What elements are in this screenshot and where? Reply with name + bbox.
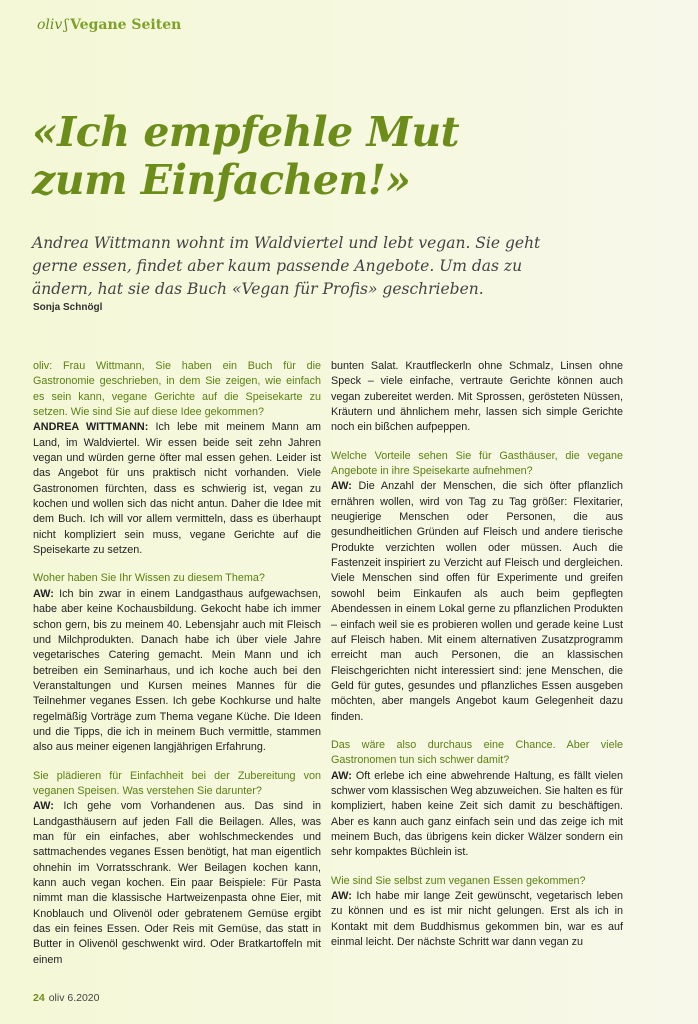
article-title (32, 108, 592, 204)
right-column (331, 359, 623, 950)
title-line-2: zum Einfachen!» (32, 156, 411, 204)
section-name: Vegane Seiten (70, 17, 182, 33)
answer-3-continued: bunten Salat. Krautfleckerln ohne Schmalz, Linsen ohne Speck – viele einfache, vertraute Gerichte können auch vegan zubereitet werden. Mit Sprossen, gerösteten Nüssen, Kräutern und ähnlichem mehr, lassen sich simple Gerichte noch ein bißchen aufpeppen. (331, 360, 623, 434)
answer-3 (33, 799, 321, 968)
answer-1-text: Ich lebe mit meinem Mann am Land, im Waldviertel. Wir essen beide seit zehn Jahren vegan und würden gerne öfter mal essen gehen. Leider ist das Angebot für uns praktisch nicht vorhanden. Viele Gastronomen fürchten, dass es schwierig ist, vegan zu kochen und wollen sich das nicht antun. Daher die Idee mit dem Buch. Ich will vor allem vermitteln, dass es überhaupt nicht kompliziert sein muss, vegane Gerichte auf die Speisekarte zu setzen. (33, 421, 321, 557)
answer-3-text: Ich gehe vom Vorhandenen aus. Das sind in Landgasthäusern auf jeden Fall die Beilagen. Alles, was man für ein einfaches, aber wohlschmeckendes und sattmachendes veganes Essen benötigt, hat man eigentlich ohnehin im Vorratsschrank. Wer Beilagen kochen kann, kann auch vegan kochen. Ein paar Beispiele: Für Pasta nimmt man die klassische Hartweizenpasta ohne Eier, mit Knoblauch und Olivenöl oder gebratenem Gemüse ergibt das ein feines Essen. Oder Reis mit Gemüse, das statt in Butter in Olivenöl geschwenkt wird. Oder Bratkartoffeln mit einem (33, 800, 321, 966)
answer-6-speaker: AW: (331, 890, 352, 902)
article-lead: Andrea Wittmann wohnt im Waldviertel und lebt vegan. Sie geht gerne essen, findet aber kaum passende Angebote. Um das zu ändern, hat sie das Buch «Vegan für Profis» geschrieben. (32, 234, 541, 298)
page-number: 24 (33, 992, 45, 1004)
answer-6-text: Ich habe mir lange Zeit gewünscht, vegetarisch leben zu können und es ist mir nicht gelungen. Erst als ich in Kontakt mit dem Buddhismus gekommen bin, war es auf einmal leicht. Der nächste Schritt war dann vegan zu (331, 890, 623, 949)
issue-label: oliv 6.2020 (48, 992, 100, 1004)
answer-5-text: Oft erlebe ich eine abwehrende Haltung, es fällt vielen schwer vom klassischen Weg abzuweichen. Sie halten es für kompliziert, haben keine Zeit sich damit zu beschäftigen. Aber es kann auch ganz einfach sein und das zeige ich mit meinem Buch, das übrigens kein dicker Wälzer sondern ein sehr kompaktes Büchlein ist. (331, 769, 623, 859)
question-3: Sie plädieren für Einfachheit bei der Zubereitung von veganen Speisen. Was verstehen Sie darunter? (33, 769, 321, 797)
magazine-brand: oliv (37, 17, 63, 33)
answer-2-speaker: AW: (33, 587, 54, 600)
answer-5-speaker: AW: (331, 769, 352, 782)
answer-3-speaker: AW: (33, 800, 54, 813)
page-footer (33, 992, 99, 1004)
answer-1-speaker: ANDREA WITTMANN: (33, 421, 149, 434)
question-5: Das wäre also durchaus eine Chance. Aber viele Gastronomen tun sich schwer damit? (331, 738, 623, 767)
title-line-1: «Ich empfehle Mut (32, 108, 460, 156)
question-1: oliv: Frau Wittmann, Sie haben ein Buch für die Gastronomie geschrieben, in dem Sie zeigen, wie einfach es sein kann, vegane Gerichte auf die Speisekarte zu setzen. Wie sind Sie auf diese Idee gekommen? (33, 360, 321, 419)
answer-5 (331, 769, 623, 861)
left-column (33, 359, 321, 968)
question-6: Wie sind Sie selbst zum veganen Essen gekommen? (331, 874, 586, 887)
answer-4-text: Die Anzahl der Menschen, die sich öfter pflanzlich ernähren wollen, wird von Tag zu Tag größer: Flexitarier, neugierige Menschen oder Personen, die aus gesundheitlichen Gründen auf Fleisch und andere tierische Produkte verzichten wollen oder müssen. Auch die Fastenzeit inspiriert zu Verzicht auf Fleisch und dergleichen. Viele Menschen sind offen für Experimente und greifen sowohl beim Einkaufen als auch beim gepflegten Abendessen in einem Lokal gerne zu pflanzlichen Produkten – einfach weil sie es probieren wollen und gerade keine Lust auf Fleisch haben. Mit einem alternativen Zusatzprogramm erreicht man auch Personen, die an klassischen Fleischgerichten nicht interessiert sind: jene Menschen, die Geld für gutes, gesundes und pflanzliches Essen ausgeben möchten, aber mangels Angebot kaum Gelegenheit dazu finden. (331, 480, 623, 723)
answer-1 (33, 420, 321, 558)
question-4: Welche Vorteile sehen Sie für Gasthäuser, die vegane Angebote in ihre Speisekarte aufnehmen? (331, 449, 623, 478)
answer-2-text: Ich bin zwar in einem Landgasthaus aufgewachsen, habe aber keine Kochausbildung. Gekocht habe ich immer schon gern, bis zu meinem 40. Lebensjahr auch mit Fleisch und Milchprodukten. Danach habe ich über viele Jahre vegetarisches Catering gemacht. Mein Mann und ich betreiben ein Seminarhaus, und ich koche auch bei den Veranstaltungen und Kursen meines Mannes für die Teilnehmer veganes Essen. Ich gebe Kochkurse und halte regelmäßig Vorträge zum Thema vegane Küche. Die Ideen und die Tipps, die ich in meinem Buch vermittle, stammen also aus meiner eigenen langjährigen Erfahrung. (33, 587, 321, 754)
question-2: Woher haben Sie Ihr Wissen zu diesem Thema? (33, 572, 265, 585)
answer-4 (331, 479, 623, 725)
section-header (37, 17, 181, 33)
answer-2 (33, 587, 321, 756)
answer-4-speaker: AW: (331, 480, 352, 493)
answer-6 (331, 889, 623, 950)
header-separator: ʃ (64, 17, 69, 33)
author-byline: Sonja Schnögl (33, 302, 103, 313)
